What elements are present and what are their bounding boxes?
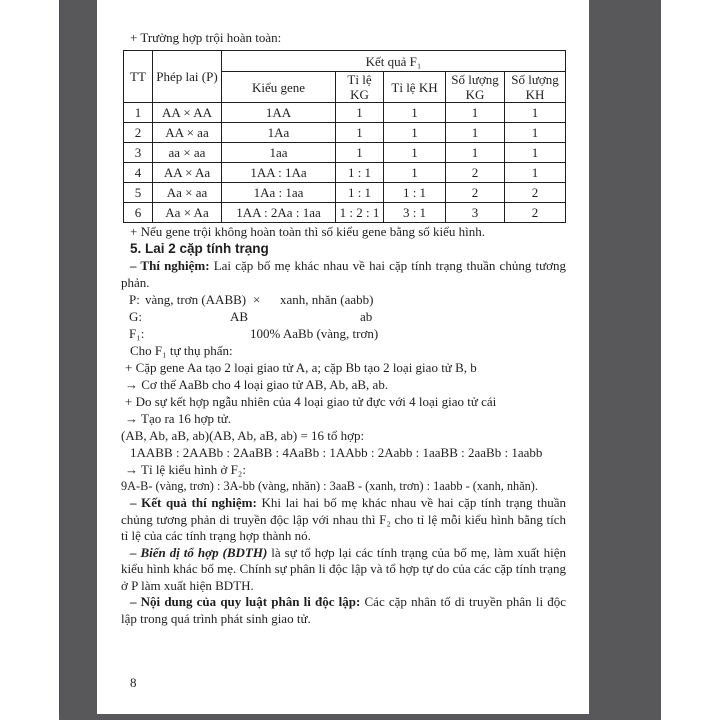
cross-f1-line <box>121 325 566 342</box>
cell-ti-le-kh: 1 <box>384 103 446 123</box>
cell-tt: 4 <box>124 163 153 183</box>
random-combination-line: + Do sự kết hợp ngẫu nhiên của 4 loại giao tử đực với 4 loại giao tử cái <box>125 394 497 409</box>
cell-kieu-gene: 1Aa : 1aa <box>222 183 336 203</box>
col-header-phep-lai: Phép lai (P) <box>153 51 222 103</box>
page-content <box>121 29 566 627</box>
col-header-tt: TT <box>124 51 153 103</box>
cell-so-luong-kg: 1 <box>446 143 505 163</box>
col-header-ti-le-kg: Tỉ lệ KG <box>336 72 384 103</box>
table-row <box>124 143 566 163</box>
cell-so-luong-kh: 1 <box>505 143 566 163</box>
cell-ti-le-kh: 1 : 1 <box>384 183 446 203</box>
table-row <box>124 163 566 183</box>
cell-so-luong-kh: 2 <box>505 203 566 223</box>
cell-kieu-gene: 1aa <box>222 143 336 163</box>
experiment-body: Lai cặp bố mẹ khác nhau về hai cặp tính trạng thuần chủng tương phản. <box>121 258 566 290</box>
table-row <box>124 183 566 203</box>
cell-kieu-gene: 1Aa <box>222 123 336 143</box>
cell-phep-lai: Aa × aa <box>153 183 222 203</box>
experiment-lead: – Thí nghiệm: <box>130 258 210 273</box>
incomplete-dominance-note: + Nếu gene trội không hoàn toàn thì số kiểu gene bằng số kiểu hình. <box>130 224 486 239</box>
bdth-body: là sự tổ hợp lại các tính trạng của bố mẹ, làm xuất hiện kiểu hình khác bố mẹ. Chính sự phân li độc lập và tổ hợp tự do của các cặp tính trạng ở P làm xuất hiện BDTH. <box>121 544 567 593</box>
section-heading: 5. Lai 2 cặp tính trạng <box>130 241 269 256</box>
cell-so-luong-kh: 2 <box>505 183 566 203</box>
gamete-result-line: → Cơ thể AaBb cho 4 loại giao tử AB, Ab, aB, ab. <box>125 377 389 392</box>
f1-generation-label: F₁: <box>129 326 145 341</box>
cell-tt: 6 <box>124 203 153 223</box>
f1-results-table <box>123 50 566 223</box>
times-symbol: × <box>253 292 261 307</box>
cell-tt: 3 <box>124 143 153 163</box>
result-lead: – Kết quả thí nghiệm: <box>130 495 257 510</box>
cell-so-luong-kg: 3 <box>446 203 505 223</box>
cross-p-line <box>121 291 566 308</box>
table-row <box>124 103 566 123</box>
p-parent-left: vàng, trơn (AABB) <box>145 292 247 307</box>
col-header-kieu-gene: Kiểu gene <box>222 72 336 103</box>
cell-phep-lai: AA × aa <box>153 123 222 143</box>
cell-so-luong-kh: 1 <box>505 103 566 123</box>
cell-ti-le-kg: 1 <box>336 143 384 163</box>
col-header-so-luong-kh: Số lượng KH <box>505 72 566 103</box>
cell-ti-le-kh: 1 <box>384 143 446 163</box>
bdth-lead: – Biến dị tổ hợp (BDTH) <box>130 544 268 560</box>
cell-kieu-gene: 1AA : 2Aa : 1aa <box>222 203 336 223</box>
cross-g-line <box>121 308 566 325</box>
col-header-ti-le-kh: Tỉ lệ KH <box>384 72 446 103</box>
f1-genotype-value: 100% AaBb (vàng, trơn) <box>250 326 379 341</box>
cell-phep-lai: AA × AA <box>153 103 222 123</box>
g-gamete-right: ab <box>360 309 373 324</box>
intro-line: + Trường hợp trội hoàn toàn: <box>130 30 282 45</box>
result-body: Khi lai hai bố mẹ khác nhau về hai cặp tính trạng thuần chủng tương phản di truyền độc lập với nhau thì F₂ cho tỉ lệ mỗi kiểu hình bằng tích tỉ lệ của các tính trạng hợp thành nó. <box>121 495 567 543</box>
phenotype-ratio-line: 9A-B- (vàng, trơn) : 3A-bb (vàng, nhăn) : 3aaB - (xanh, trơn) : 1aabb - (xanh, nhăn). <box>121 479 538 493</box>
cell-so-luong-kg: 1 <box>446 103 505 123</box>
cell-ti-le-kg: 1 <box>336 123 384 143</box>
cell-ti-le-kg: 1 <box>336 103 384 123</box>
cell-ti-le-kh: 1 <box>384 163 446 183</box>
cell-phep-lai: aa × aa <box>153 143 222 163</box>
genotype-ratio-line: 1AABB : 2AABb : 2AaBB : 4AaBb : 1AAbb : 2Aabb : 1aaBB : 2aaBb : 1aabb <box>130 445 543 460</box>
zygotes-line: → Tạo ra 16 hợp tử. <box>125 411 232 426</box>
cell-so-luong-kh: 1 <box>505 163 566 183</box>
cell-ti-le-kg: 1 : 1 <box>336 163 384 183</box>
cell-tt: 5 <box>124 183 153 203</box>
page-number: 8 <box>130 675 137 690</box>
page-edge-left <box>59 0 97 720</box>
cell-kieu-gene: 1AA <box>222 103 336 123</box>
col-header-so-luong-kg: Số lượng KG <box>446 72 505 103</box>
cell-ti-le-kh: 1 <box>384 123 446 143</box>
p-parent-right: xanh, nhăn (aabb) <box>280 292 374 307</box>
cell-so-luong-kh: 1 <box>505 123 566 143</box>
cell-ti-le-kg: 1 : 2 : 1 <box>336 203 384 223</box>
cell-tt: 1 <box>124 103 153 123</box>
law-lead: – Nội dung của quy luật phân li độc lập: <box>130 594 361 609</box>
experiment-paragraph <box>121 257 566 291</box>
phenotype-heading-line: → Tỉ lệ kiểu hình ở F₂: <box>125 462 246 477</box>
cell-ti-le-kg: 1 : 1 <box>336 183 384 203</box>
f1-self-pollination-line: Cho F₁ tự thụ phấn: <box>130 343 233 358</box>
table-row <box>124 203 566 223</box>
page-edge-right <box>589 0 661 720</box>
g-gamete-left: AB <box>230 309 249 324</box>
cell-so-luong-kg: 2 <box>446 183 505 203</box>
bdth-paragraph <box>121 545 566 595</box>
p-generation-label: P: <box>129 292 140 307</box>
col-header-ket-qua-f1: Kết quả F₁ <box>222 51 566 72</box>
g-generation-label: G: <box>129 309 142 324</box>
page-edge-bottom <box>59 714 661 720</box>
cell-tt: 2 <box>124 123 153 143</box>
cell-phep-lai: Aa × Aa <box>153 203 222 223</box>
cell-so-luong-kg: 1 <box>446 123 505 143</box>
table-row <box>124 123 566 143</box>
law-paragraph <box>121 594 566 627</box>
law-body: Các cặp nhân tố di truyền phân li độc lập trong quá trình phát sinh giao tử. <box>121 594 566 626</box>
cell-so-luong-kg: 2 <box>446 163 505 183</box>
cell-phep-lai: AA × Aa <box>153 163 222 183</box>
result-paragraph <box>121 495 566 545</box>
cell-kieu-gene: 1AA : 1Aa <box>222 163 336 183</box>
gamete-pair-line: + Cặp gene Aa tạo 2 loại giao tử A, a; cặp Bb tạo 2 loại giao tử B, b <box>125 360 477 375</box>
cell-ti-le-kh: 3 : 1 <box>384 203 446 223</box>
combination-line: (AB, Ab, aB, ab)(AB, Ab, aB, ab) = 16 tổ hợp: <box>121 428 365 443</box>
